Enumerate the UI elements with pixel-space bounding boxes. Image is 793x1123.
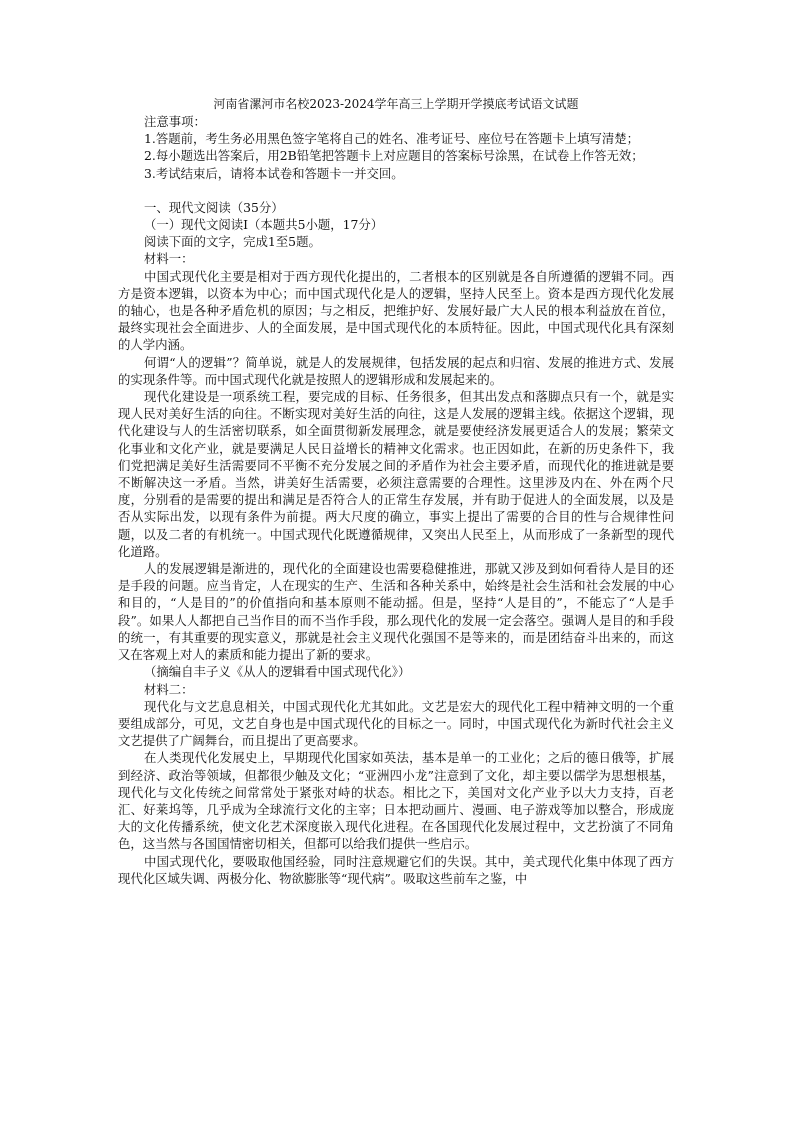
material2-label: 材料二： — [144, 681, 194, 697]
section-heading: 一、现代文阅读（35分） — [144, 199, 284, 215]
paragraph: 中国式现代化，要吸取他国经验，同时注意规避它们的失误。其中，美式现代化集中体现了西方现代化区域失调、两极分化、物欲膨胀等“现代病”。吸取这些前车之鉴，中 — [118, 853, 674, 886]
notice-heading: 注意事项： — [144, 114, 206, 129]
paragraph: 人的发展逻辑是渐进的，现代化的全面建设也需要稳健推进，那就又涉及到如何看待人是目的还是手段的问题。应当肯定，人在现实的生产、生活和各种关系中，始终是社会生活和社会发展的中心和目的，“人是目的”的价值指向和基本原则不能动摇。但是，坚持“人是目的”，不能忘了“人是手段”。如果人人都把自己当作目的而不当作手段，那么现代化的发展一定会落空。强调人是目的和手段的统一，有其重要的现实意义，那就是社会主义现代化强国不是等来的，而是团结奋斗出来的，而这又在客观上对人的素质和能力提出了新的要求。 — [118, 561, 674, 663]
paragraph: 现代化建设是一项系统工程，要完成的目标、任务很多，但其出发点和落脚点只有一个，就是实现人民对美好生活的向往。不断实现对美好生活的向往，这是人发展的逻辑主线。依据这个逻辑，现代化建设与人的生活密切联系，如全面贯彻新发展理念，就是要使经济发展更适合人的发展；繁荣文化事业和文化产业，就是要满足人民日益增长的精神文化需求。也正因如此，在新的历史条件下，我们党把满足美好生活需要同不平衡不充分发展之间的矛盾作为社会主要矛盾，而现代化的推进就是要不断解决这一矛盾。当然，讲美好生活需要，必须注意需要的合理性。这里涉及内在、外在两个尺度，分别看的是需要的提出和满足是否符合人的正常生存发展，并有助于促进人的全面发展，以及是否从实际出发，以现有条件为前提。两大尺度的确立，事实上提出了需要的合目的性与合规律性问题，以及二者的有机统一。中国式现代化既遵循规律，又突出人民至上，从而形成了一条新型的现代化道路。 — [118, 389, 674, 559]
notice-item: 2.每小题选出答案后，用2B铅笔把答题卡上对应题目的答案标号涂黑，在试卷上作答无效； — [144, 148, 644, 164]
paragraph: 现代化与文艺息息相关，中国式现代化尤其如此。文艺是宏大的现代化工程中精神文明的一个重要组成部分，可见，文艺自身也是中国式现代化的目标之一。同时，中国式现代化为新时代社会主义文艺提供了广阔舞台，而且提出了更高要求。 — [118, 698, 674, 749]
page-title: 河南省漯河市名校2023-2024学年高三上学期开学摸底考试语文试题 — [213, 97, 579, 111]
paragraph: 在人类现代化发展史上，早期现代化国家如英法，基本是单一的工业化；之后的德日俄等，扩展到经济、政治等领域，但都很少触及文化；“亚洲四小龙”注意到了文化，却主要以儒学为思想根基，现代化与文化传统之间常常处于紧张对峙的状态。相比之下，美国对文化产业予以大力支持，百老汇、好莱坞等，几乎成为全球流行文化的主宰；日本把动画片、漫画、电子游戏等加以整合，形成庞大的文化传播系统，使文化艺术深度嵌入现代化进程。在各国现代化发展过程中，文艺扮演了不同角色，这当然与各国国情密切相关，但都可以给我们提供一些启示。 — [118, 750, 674, 852]
source-citation: （摘编自丰子义《从人的逻辑看中国式现代化》） — [144, 664, 411, 680]
instruction: 阅读下面的文字，完成1至5题。 — [144, 234, 321, 250]
material1-label: 材料一： — [144, 251, 194, 267]
notice-item: 1.答题前，考生务必用黑色签字笔将自己的姓名、准考证号、座位号在答题卡上填写清楚； — [144, 131, 640, 147]
notice-item: 3.考试结束后，请将本试卷和答题卡一并交回。 — [144, 165, 404, 181]
spacer — [118, 182, 674, 199]
paragraph: 何谓“人的逻辑”？简单说，就是人的发展规律，包括发展的起点和归宿、发展的推进方式、发展的实现条件等。而中国式现代化就是按照人的逻辑形成和发展起来的。 — [118, 354, 674, 387]
sub-heading: （一）现代文阅读Ⅰ（本题共5小题，17分） — [144, 217, 384, 233]
paragraph: 中国式现代化主要是相对于西方现代化提出的，二者根本的区别就是各自所遵循的逻辑不同。西方是资本逻辑，以资本为中心；而中国式现代化是人的逻辑，坚持人民至上。资本是西方现代化发展的轴心，也是各种矛盾危机的原因；与之相反，把维护好、发展好最广大人民的根本利益放在首位，最终实现社会全面进步、人的全面发展，是中国式现代化的本质特征。因此，中国式现代化具有深刻的人学内涵。 — [118, 268, 674, 353]
document-page — [118, 96, 674, 887]
